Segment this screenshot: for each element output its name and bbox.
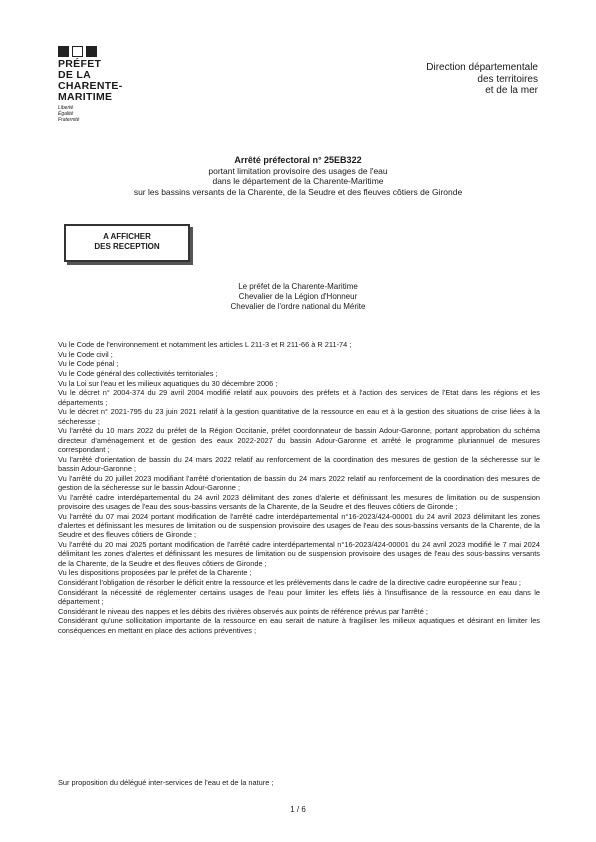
direction-line-3: et de la mer [485, 85, 538, 96]
visa-item: Vu l'arrêté du 20 mai 2025 portant modification de l'arrêté cadre interdépartemental n°16-2023/424-00001 du 24 avril 2023 modifié le 7 mai 2024 délimitant les zones d'alertes et définissant les mesures de limitation ou de suspension provisoire des usages de l'eau des sous-bassins versants de la Charente, de la Seudre et des fleuves côtiers de Gironde ; [58, 539, 540, 568]
prefect-titles [0, 282, 596, 312]
logo-line-1: PRÉFET [58, 58, 102, 70]
page-number: 1 / 6 [290, 805, 306, 814]
motto-egalite: Égalité [58, 111, 74, 117]
stamp-line-1: A AFFICHER [103, 232, 151, 241]
direction-line-2: des territoires [477, 73, 538, 85]
motto-liberte: Liberté [58, 105, 74, 111]
stamp-line-2: DES RECEPTION [94, 242, 160, 251]
proposal-line: Sur proposition du délégué inter-services de l'eau et de la nature ; [58, 778, 274, 787]
prefecture-logo [58, 46, 148, 123]
visa-item: Vu les dispositions proposées par le préfet de la Charente ; [58, 568, 252, 578]
considerant-item: Considérant le niveau des nappes et les débits des rivières observés aux points de référence prévus par l'arrêté ; [58, 606, 428, 616]
logo-line-4: MARITIME [58, 91, 113, 103]
visa-item: Vu le décret n° 2004-374 du 29 avril 2004 modifié relatif aux pouvoirs des préfets et à l'action des services de l'Etat dans les régions et les départements ; [58, 388, 540, 407]
visa-item: Vu le Code général des collectivités territoriales ; [58, 369, 218, 379]
display-stamp [64, 224, 190, 262]
visa-item: Vu la Loi sur l'eau et les milieux aquatiques du 30 décembre 2006 ; [58, 378, 278, 388]
visa-item: Vu le Code pénal ; [58, 359, 119, 369]
arrete-number: Arrêté préfectoral n° 25EB322 [234, 155, 362, 165]
document-title [0, 155, 596, 197]
title-line-2: dans le département de la Charente-Maritime [212, 176, 384, 186]
logo-line-2: DE LA [58, 69, 91, 81]
considerant-item: Considérant l'obligation de résorber le déficit entre la ressource et les prélèvements dans le cadre de la directive cadre européenne sur l'eau ; [58, 577, 521, 587]
marianne-emblem-icon [58, 46, 148, 57]
title-line-3: sur les bassins versants de la Charente, de la Seudre et des fleuves côtiers de Gironde [133, 186, 463, 197]
prefect-line-3: Chevalier de l'ordre national du Mérite [230, 302, 366, 311]
visa-item: Vu l'arrêté d'orientation de bassin du 24 mars 2022 relatif au renforcement de la coordination des mesures de gestion de la sécheresse sur le bassin Adour-Garonne ; [58, 454, 540, 473]
prefect-line-1: Le préfet de la Charente-Maritime [238, 282, 358, 291]
visa-item: Vu le Code civil ; [58, 349, 113, 359]
direction-line-1: Direction départementale [426, 62, 538, 73]
considerant-item: Considérant qu'une sollicitation importante de la ressource en eau serait de nature à fragiliser les milieux aquatiques et désirant en limiter les conséquences en mettant en place des actions préventives ; [58, 616, 540, 635]
prefect-line-2: Chevalier de la Légion d'Honneur [238, 292, 358, 301]
visa-item: Vu le Code de l'environnement et notamment les articles L 211-3 et R 211-66 à R 211-74 ; [58, 340, 352, 349]
visas-list [58, 340, 540, 635]
direction-header [426, 62, 538, 97]
logo-motto [58, 105, 148, 123]
visa-item: Vu le décret n° 2021-795 du 23 juin 2021 relatif à la gestion quantitative de la ressource en eau et à la gestion des situations de crise liées à la sécheresse ; [58, 407, 540, 426]
title-line-1: portant limitation provisoire des usages de l'eau [208, 165, 388, 176]
visa-item: Vu l'arrêté du 07 mai 2024 portant modification de l'arrêté cadre interdépartemental n°16-2023/424-00001 du 24 avril 2023 délimitant les zones d'alertes et définissant les mesures de limitation ou de suspension provisoire des usages de l'eau des sous-bassins versants de la Charente, de la Seudre et des fleuves côtiers de Gironde ; [58, 511, 540, 540]
visa-item: Vu l'arrêté du 10 mars 2022 du préfet de la Région Occitanie, préfet coordonnateur de bassin Adour-Garonne, portant approbation du schéma directeur d'aménagement et de gestion des eaux 2022-2027 du bassin Adour-Garonne et arrêté le programme pluriannuel de mesures correspondant ; [58, 426, 540, 454]
visa-item: Vu l'arrêté du 20 juillet 2023 modifiant l'arrêté d'orientation de bassin du 24 mars 2022 relatif au renforcement de la coordination des mesures de gestion de la sécheresse sur le bassin Adour-Garonne ; [58, 473, 540, 492]
logo-line-3: CHARENTE- [58, 80, 123, 92]
considerant-item: Considérant la nécessité de réglementer certains usages de l'eau pour limiter les effets liés à l'insuffisance de la ressource en eau dans le département ; [58, 587, 540, 606]
visa-item: Vu l'arrêté cadre interdépartemental du 24 avril 2023 délimitant des zones d'alerte et définissant les mesures de limitation ou de suspension provisoire des usages de l'eau des sous-bassins versants de la Charente, de la Seudre et des fleuves côtiers de Gironde ; [58, 492, 540, 511]
motto-fraternite: Fraternité [58, 117, 80, 123]
